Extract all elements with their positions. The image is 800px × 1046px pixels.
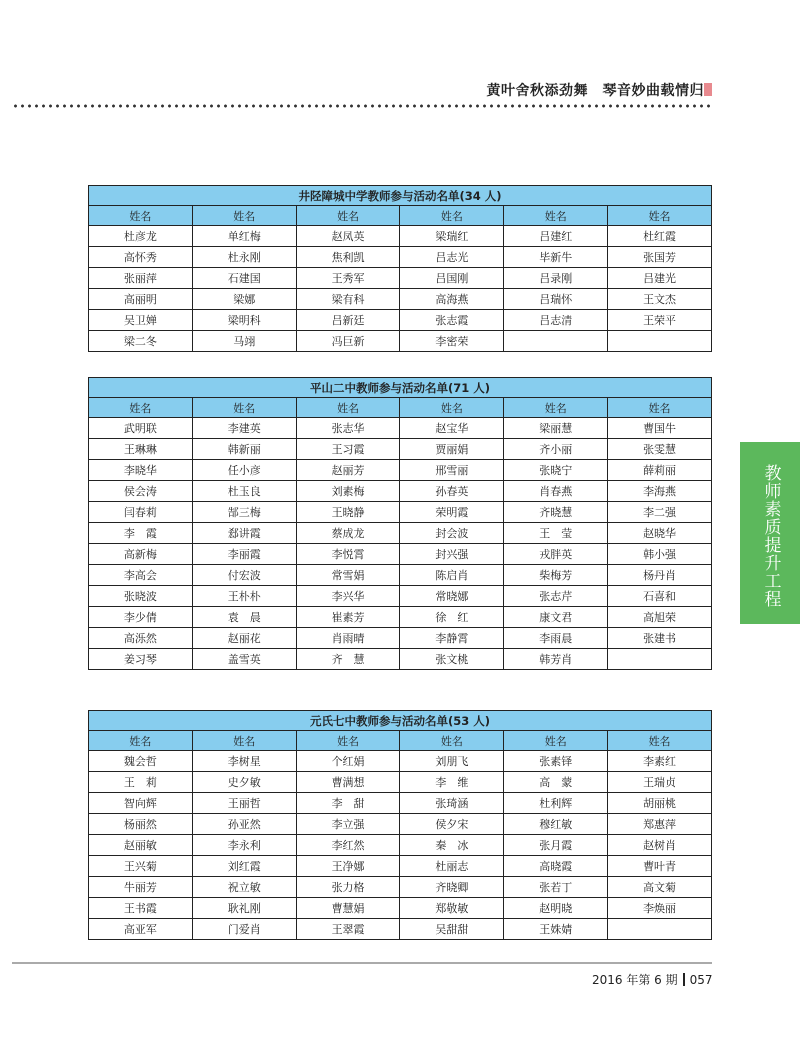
name-cell: 郄讲霞 — [192, 523, 296, 544]
table-row — [89, 502, 712, 523]
name-cell: 吕志清 — [504, 310, 608, 331]
name-cell: 王丽哲 — [192, 793, 296, 814]
name-cell: 肖雨晴 — [296, 628, 400, 649]
footer-separator — [683, 973, 685, 986]
name-cell: 李二强 — [608, 502, 712, 523]
name-cell: 秦 冰 — [400, 835, 504, 856]
name-cell: 韩新丽 — [192, 439, 296, 460]
name-cell: 刘素梅 — [296, 481, 400, 502]
name-cell: 王翠霞 — [296, 919, 400, 940]
name-cell: 史夕敏 — [192, 772, 296, 793]
name-cell: 齐晓卿 — [400, 877, 504, 898]
name-cell — [608, 331, 712, 352]
name-cell: 齐 慧 — [296, 649, 400, 670]
table-title: 井陉障城中学教师参与活动名单(34 人) — [89, 186, 712, 206]
name-cell: 赵丽敏 — [89, 835, 193, 856]
name-cell: 杨丽然 — [89, 814, 193, 835]
name-cell: 高旭荣 — [608, 607, 712, 628]
name-cell: 梁二冬 — [89, 331, 193, 352]
footer-rule — [12, 962, 712, 964]
name-cell: 祝立敏 — [192, 877, 296, 898]
table-row — [89, 481, 712, 502]
table-row — [89, 751, 712, 772]
name-cell: 梁娜 — [192, 289, 296, 310]
name-cell: 康文君 — [504, 607, 608, 628]
name-cell: 李兴华 — [296, 586, 400, 607]
name-cell: 杜彦龙 — [89, 226, 193, 247]
name-cell: 梁瑞红 — [400, 226, 504, 247]
name-cell: 赵晓华 — [608, 523, 712, 544]
name-cell: 焦利凯 — [296, 247, 400, 268]
column-header: 姓名 — [504, 206, 608, 226]
name-cell: 张文桃 — [400, 649, 504, 670]
column-header: 姓名 — [89, 731, 193, 751]
header-title: 黄叶舍秋添劲舞 琴音妙曲载情归 — [486, 83, 704, 99]
table-title-row — [89, 378, 712, 398]
table-row — [89, 856, 712, 877]
name-cell: 赵宝华 — [400, 418, 504, 439]
name-cell: 冯巨新 — [296, 331, 400, 352]
name-cell: 马翊 — [192, 331, 296, 352]
name-cell: 张丽萍 — [89, 268, 193, 289]
name-cell: 郜三梅 — [192, 502, 296, 523]
name-cell: 姜习琴 — [89, 649, 193, 670]
table-row — [89, 544, 712, 565]
name-cell: 刘朋飞 — [400, 751, 504, 772]
name-cell: 孙亚然 — [192, 814, 296, 835]
table-row — [89, 418, 712, 439]
name-cell: 杜红霞 — [608, 226, 712, 247]
name-cell: 李永利 — [192, 835, 296, 856]
column-header: 姓名 — [192, 731, 296, 751]
name-cell: 戎胖英 — [504, 544, 608, 565]
table-row — [89, 814, 712, 835]
table-title-row — [89, 186, 712, 206]
name-cell: 常晓娜 — [400, 586, 504, 607]
page-footer — [592, 971, 713, 988]
table-header-row — [89, 206, 712, 226]
name-cell: 李丽霞 — [192, 544, 296, 565]
name-cell: 柴梅芳 — [504, 565, 608, 586]
name-cell: 李悦霄 — [296, 544, 400, 565]
name-cell: 武明联 — [89, 418, 193, 439]
table-row — [89, 793, 712, 814]
name-cell: 张素铎 — [504, 751, 608, 772]
name-cell: 赵丽芳 — [296, 460, 400, 481]
name-cell: 王荣平 — [608, 310, 712, 331]
name-cell: 张国芳 — [608, 247, 712, 268]
name-cell: 王 莉 — [89, 772, 193, 793]
name-cell: 吕瑞怀 — [504, 289, 608, 310]
table-row — [89, 898, 712, 919]
column-header: 姓名 — [192, 206, 296, 226]
name-cell: 李红然 — [296, 835, 400, 856]
name-cell: 高丽明 — [89, 289, 193, 310]
name-cell: 李 霞 — [89, 523, 193, 544]
table-row — [89, 289, 712, 310]
section-side-tab — [740, 442, 800, 624]
name-cell: 蔡成龙 — [296, 523, 400, 544]
name-cell: 曹国牛 — [608, 418, 712, 439]
column-header: 姓名 — [608, 398, 712, 418]
name-cell: 王文杰 — [608, 289, 712, 310]
name-cell: 郑惠萍 — [608, 814, 712, 835]
name-cell: 高怀秀 — [89, 247, 193, 268]
table-row — [89, 628, 712, 649]
name-cell: 高海燕 — [400, 289, 504, 310]
name-cell: 王琳琳 — [89, 439, 193, 460]
name-cell: 陈启肖 — [400, 565, 504, 586]
roster-table-3 — [88, 710, 712, 940]
name-cell: 贾丽娟 — [400, 439, 504, 460]
name-cell: 李建英 — [192, 418, 296, 439]
name-cell: 封会波 — [400, 523, 504, 544]
name-cell: 闫春莉 — [89, 502, 193, 523]
name-cell: 梁明科 — [192, 310, 296, 331]
name-cell: 张琦涵 — [400, 793, 504, 814]
name-cell: 李少倩 — [89, 607, 193, 628]
name-cell: 张晓波 — [89, 586, 193, 607]
name-cell: 王书霞 — [89, 898, 193, 919]
column-header: 姓名 — [608, 206, 712, 226]
name-cell — [608, 649, 712, 670]
name-cell: 邢雪丽 — [400, 460, 504, 481]
name-cell: 穆红敏 — [504, 814, 608, 835]
table-row — [89, 877, 712, 898]
name-cell: 韩小强 — [608, 544, 712, 565]
name-cell: 魏会哲 — [89, 751, 193, 772]
name-cell: 张若丁 — [504, 877, 608, 898]
name-cell: 杨丹肖 — [608, 565, 712, 586]
column-header: 姓名 — [400, 206, 504, 226]
name-cell: 王净娜 — [296, 856, 400, 877]
table-header-row — [89, 398, 712, 418]
table-row — [89, 331, 712, 352]
table-row — [89, 523, 712, 544]
name-cell: 吕录刚 — [504, 268, 608, 289]
name-cell: 赵丽花 — [192, 628, 296, 649]
name-cell: 任小彦 — [192, 460, 296, 481]
name-cell: 王姝婧 — [504, 919, 608, 940]
name-cell: 吕国刚 — [400, 268, 504, 289]
name-cell: 吕建光 — [608, 268, 712, 289]
name-cell: 张志华 — [296, 418, 400, 439]
name-cell: 个红娟 — [296, 751, 400, 772]
name-cell: 王兴菊 — [89, 856, 193, 877]
column-header: 姓名 — [400, 731, 504, 751]
name-cell: 梁有科 — [296, 289, 400, 310]
column-header: 姓名 — [608, 731, 712, 751]
name-cell: 侯夕宋 — [400, 814, 504, 835]
name-cell: 盖雪英 — [192, 649, 296, 670]
name-cell: 曹满想 — [296, 772, 400, 793]
name-cell: 曹叶青 — [608, 856, 712, 877]
name-cell: 吕新廷 — [296, 310, 400, 331]
table-title: 元氏七中教师参与活动名单(53 人) — [89, 711, 712, 731]
name-cell: 张月霞 — [504, 835, 608, 856]
name-cell: 杜利辉 — [504, 793, 608, 814]
name-cell: 刘红霞 — [192, 856, 296, 877]
table-row — [89, 772, 712, 793]
name-cell: 石建国 — [192, 268, 296, 289]
name-cell: 张力格 — [296, 877, 400, 898]
name-cell: 徐 红 — [400, 607, 504, 628]
name-cell: 张建书 — [608, 628, 712, 649]
table-row — [89, 835, 712, 856]
table-row — [89, 247, 712, 268]
column-header: 姓名 — [89, 206, 193, 226]
name-cell: 毕新牛 — [504, 247, 608, 268]
name-cell: 韩芳肖 — [504, 649, 608, 670]
column-header: 姓名 — [296, 398, 400, 418]
column-header: 姓名 — [89, 398, 193, 418]
table-row — [89, 649, 712, 670]
name-cell: 崔素芳 — [296, 607, 400, 628]
name-cell: 单红梅 — [192, 226, 296, 247]
name-cell: 王 莹 — [504, 523, 608, 544]
column-header: 姓名 — [192, 398, 296, 418]
name-cell: 胡丽桃 — [608, 793, 712, 814]
name-cell: 高 蒙 — [504, 772, 608, 793]
name-cell: 张志芹 — [504, 586, 608, 607]
name-cell: 赵凤英 — [296, 226, 400, 247]
side-tab-label: 教师素质提升工程 — [760, 464, 781, 608]
column-header: 姓名 — [400, 398, 504, 418]
name-cell: 李立强 — [296, 814, 400, 835]
name-cell: 袁 晨 — [192, 607, 296, 628]
name-cell: 吕建红 — [504, 226, 608, 247]
table-row — [89, 919, 712, 940]
roster-table-2 — [88, 377, 712, 670]
table-title-row — [89, 711, 712, 731]
name-cell: 李高会 — [89, 565, 193, 586]
name-cell — [504, 331, 608, 352]
name-cell: 肖春燕 — [504, 481, 608, 502]
name-cell: 薛莉丽 — [608, 460, 712, 481]
column-header: 姓名 — [296, 731, 400, 751]
table-row — [89, 226, 712, 247]
name-cell: 高文菊 — [608, 877, 712, 898]
name-cell: 张晓宁 — [504, 460, 608, 481]
name-cell: 齐小丽 — [504, 439, 608, 460]
table-row — [89, 268, 712, 289]
roster-table-1 — [88, 185, 712, 352]
name-cell: 侯会涛 — [89, 481, 193, 502]
name-cell: 王朴朴 — [192, 586, 296, 607]
name-cell: 张雯慧 — [608, 439, 712, 460]
name-cell: 杜永刚 — [192, 247, 296, 268]
table-row — [89, 310, 712, 331]
table-row — [89, 607, 712, 628]
name-cell: 杜玉良 — [192, 481, 296, 502]
name-cell: 高新梅 — [89, 544, 193, 565]
issue-label: 2016 年第 6 期 — [592, 973, 678, 987]
name-cell: 李素红 — [608, 751, 712, 772]
name-cell: 张志霞 — [400, 310, 504, 331]
name-cell: 高泺然 — [89, 628, 193, 649]
name-cell: 石喜和 — [608, 586, 712, 607]
column-header: 姓名 — [504, 731, 608, 751]
name-cell: 赵树肖 — [608, 835, 712, 856]
name-cell: 李密荣 — [400, 331, 504, 352]
name-cell: 李雨晨 — [504, 628, 608, 649]
name-cell: 杜丽志 — [400, 856, 504, 877]
header-dotted-rule — [12, 102, 712, 110]
name-cell: 耿礼刚 — [192, 898, 296, 919]
name-cell: 李树星 — [192, 751, 296, 772]
name-cell: 王瑞贞 — [608, 772, 712, 793]
name-cell: 梁丽慧 — [504, 418, 608, 439]
name-cell — [608, 919, 712, 940]
header-marker — [704, 83, 712, 96]
name-cell: 郑敬敏 — [400, 898, 504, 919]
name-cell: 高亚军 — [89, 919, 193, 940]
name-cell: 王习霞 — [296, 439, 400, 460]
name-cell: 门爱肖 — [192, 919, 296, 940]
name-cell: 高晓霞 — [504, 856, 608, 877]
name-cell: 封兴强 — [400, 544, 504, 565]
table-title: 平山二中教师参与活动名单(71 人) — [89, 378, 712, 398]
name-cell: 李 维 — [400, 772, 504, 793]
column-header: 姓名 — [504, 398, 608, 418]
column-header: 姓名 — [296, 206, 400, 226]
name-cell: 赵明晓 — [504, 898, 608, 919]
table-row — [89, 460, 712, 481]
name-cell: 常雪娟 — [296, 565, 400, 586]
name-cell: 李焕丽 — [608, 898, 712, 919]
name-cell: 智向辉 — [89, 793, 193, 814]
table-row — [89, 586, 712, 607]
name-cell: 付宏波 — [192, 565, 296, 586]
table-header-row — [89, 731, 712, 751]
name-cell: 吴甜甜 — [400, 919, 504, 940]
name-cell: 王秀军 — [296, 268, 400, 289]
name-cell: 李静霄 — [400, 628, 504, 649]
name-cell: 齐晓慧 — [504, 502, 608, 523]
name-cell: 孙春英 — [400, 481, 504, 502]
name-cell: 李海燕 — [608, 481, 712, 502]
table-row — [89, 439, 712, 460]
name-cell: 荣明霞 — [400, 502, 504, 523]
name-cell: 曹慧娟 — [296, 898, 400, 919]
name-cell: 李 甜 — [296, 793, 400, 814]
name-cell: 李晓华 — [89, 460, 193, 481]
name-cell: 王晓静 — [296, 502, 400, 523]
name-cell: 吴卫婵 — [89, 310, 193, 331]
name-cell: 吕志光 — [400, 247, 504, 268]
page-number: 057 — [689, 973, 713, 987]
name-cell: 牛丽芳 — [89, 877, 193, 898]
table-row — [89, 565, 712, 586]
